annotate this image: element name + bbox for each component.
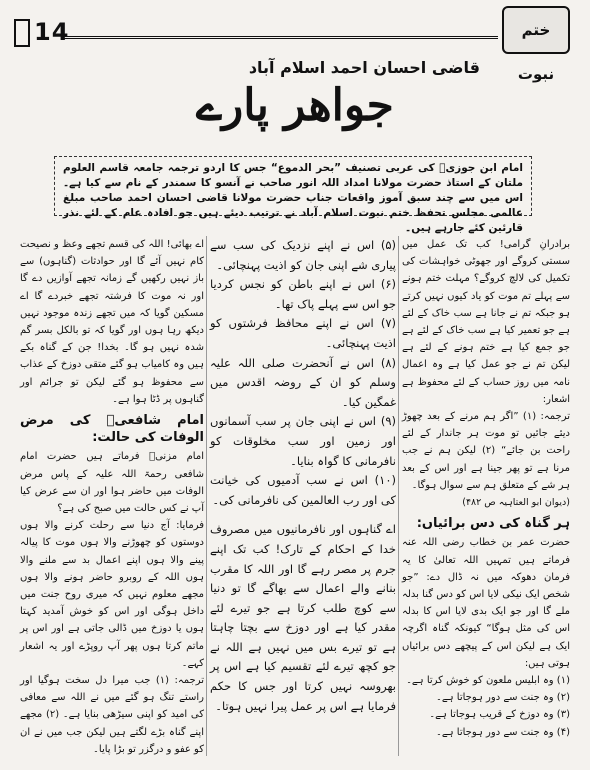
paragraph: اے گناہوں اور نافرمانیوں میں مصروف خدا کے احکام کے تارک! کب تک اپنے جرم پر مصر رہے گا اور اللہ کا مقرب بنانے والے اعمال سے بھاگے گا تو دنیا سے کوچ طلب کرتا ہے جو تیرے لئے مقدر کیا ہے اور دوزخ سے بچتا چاہتا ہے تو تیرے بس میں نہیں ہے اللہ نے جو کچھ تیرے لئے تقسیم کیا ہے اس پر بھروسہ نہیں کرتا اور جس کا حکم فرمایا ہے اس پر عمل پیرا نہیں ہوتا۔ bbox=[210, 522, 396, 713]
header-rule bbox=[62, 36, 498, 39]
column-middle bbox=[210, 236, 396, 716]
list-item: (۶) اس نے اپنے باطن کو نجس کردیا جو اس سے پہلے پاک تھا۔ bbox=[210, 277, 396, 311]
magazine-logo: ختم نبوت bbox=[502, 6, 570, 54]
page-number-text: 14 bbox=[34, 18, 70, 46]
paragraph: اے بھائی! اللہ کی قسم تجھے وعظ و نصیحت کام نہیں آئے گا اور حوادثات (گناہوں) سے باز نہیں رکھیں گے زمانہ تجھے آوازیں دے گا اور نہ موت کا فرشتہ تجھے خبردے گا اے مسکین گویا کہ میں تجھے زندہ موجود نہیں دیکھ رہا ہوں اور گویا کہ تو بالکل بسر گم شدہ نہیں ہو گا۔ بخدا! جن کے گناہ بکے ہیں وہ کامیاب ہو گئے متقی دوزخ کے عذاب سے محفوظ ہو گئے لیکن تو جرائم اور گناہوں پر ڈٹا ہوا ہے۔ bbox=[20, 239, 204, 405]
list-item: (۷) اس نے اپنے محافظ فرشتوں کو اذیت پہنچائی۔ bbox=[210, 316, 396, 350]
page-number bbox=[14, 18, 69, 47]
column-divider bbox=[398, 236, 399, 756]
list-item: (۹) اس نے اپنی جان پر سب آسمانوں اور زمین اور سب مخلوقات کو نافرمانی کا گواہ بنایا۔ bbox=[210, 414, 396, 468]
column-right bbox=[402, 236, 570, 741]
list-item: (۱۰) اس نے سب آدمیوں کی خیانت کی اور رب العالمین کی نافرمانی کی۔ bbox=[210, 473, 396, 507]
list-item: (۱) وہ ابلیس ملعون کو خوش کرتا ہے۔ bbox=[406, 675, 570, 687]
section-heading: ہر گناہ کی دس برائیاں: bbox=[416, 516, 570, 532]
intro-box: امام ابن جوزیؒ کی عربی تصنیف ”بحر الدموع“ جس کا اردو ترجمہ جامعہ قاسم العلوم ملتان کے استاذ حضرت مولانا امداد اللہ انور صاحب نے آنسو کا سمندر کے نام سے کیا ہے۔ اس میں سے چند سبق آموز واقعات جناب حضرت مولانا قاضی احسان احمد صاحب مبلغ عالمی مجلس تحفظ ختم نبوت اسلام آباد نے ترتیب دیئے ہیں جو افادہ عام کے لئے نذر قارئین کئے جارہے ہیں۔ bbox=[54, 156, 532, 216]
column-divider bbox=[206, 236, 207, 756]
source-citation: (دیوان ابو العتاہیہ ص ۴۸۲) bbox=[462, 497, 570, 509]
author-byline: قاضی احسان احمد اسلام آباد bbox=[248, 58, 480, 77]
page-number-marker bbox=[14, 19, 30, 47]
poem-translation: ترجمہ: (۱) جب میرا دل سخت ہوگیا اور راستے تنگ ہو گئے میں نے اللہ سے معافی کی امید کو اپنی سیڑھی بنایا ہے۔ (۲) مجھے اپنے گناہ بڑے لگتے ہیں لیکن جب میں نے ان کو عفو و درگزر تو بڑا پایا۔ bbox=[20, 675, 204, 755]
paragraph: برادرانِ گرامی! کب تک عمل میں سستی کروگے اور جھوٹی خواہشات کی تکمیل کی لالچ کروگے؟ مہلت ختم ہونے سے پہلے تم موت کو یاد کیوں نہیں کرتے ہو جبکہ تم نے جانا ہے سب خاک کے لئے ہے جو تعمیر کیا ہے سب خاک کے لئے ہے جو جمع کیا ہے ختم ہونے کے لئے ہے لیکن تم نے جو عمل کیا ہے وہ اعمال نامہ میں روز حساب کے لئے محفوظ ہے اشعار: bbox=[402, 239, 570, 405]
spacer bbox=[210, 510, 396, 520]
article-title: جواھر پارے bbox=[196, 80, 394, 131]
paragraph: حضرت عمر بن خطاب رضی اللہ عنہ فرماتے ہیں تمہیں اللہ تعالیٰ کا یہ فرمان دھوکہ میں نہ ڈال دے: ”جو شخص ایک نیکی لایا اس کو دس گنا بدلہ ملے گا اور جو ایک بدی لایا اس کا بدلہ اس کی مثل ہوگا“ کیونکہ گناہ اگرچہ ایک ہے لیکن اس کے پیچھے دس برائیاں ہوتی ہیں: bbox=[402, 537, 570, 669]
column-left bbox=[20, 236, 204, 758]
poem-translation: ترجمہ: (۱) ”اگر ہم مرنے کے بعد چھوڑ دیئے جائیں تو موت ہر جاندار کے لئے راحت بن جائے“ (۲) لیکن ہم نے جب مرنا ہے تو پھر جینا ہے اور اس کے بعد ہر شے کے متعلق ہم سے سوال ہوگا۔ bbox=[402, 411, 570, 491]
paragraph: فرمایا: آج دنیا سے رحلت کرنے والا ہوں دوستوں کو چھوڑنے والا ہوں موت کا پیالہ پینے والا ہوں اپنے اعمال بد سے ملنے والا ہوں اللہ کے روبرو حاضر ہونے والا ہوں مجھے معلوم نہیں کہ میری روح جنت میں داخل ہوگی اور اس کو خوش آمدید کہتا ہوں یا دوزخ میں ڈالی جاتی ہے اور اس پر ماتم کرتا ہوں پھر آپ روپڑے اور یہ اشعار کہے۔ bbox=[20, 520, 204, 669]
paragraph: امام مزنیؒ فرماتے ہیں حضرت امام شافعی رحمۃ اللہ علیہ کے پاس مرض الوفات میں حاضر ہوا اور ان سے عرض کیا آپ نے کس حالت میں صبح کی ہے؟ bbox=[20, 451, 204, 515]
list-item: (۲) وہ جنت سے دور ہوجاتا ہے۔ bbox=[436, 692, 570, 704]
section-heading: امام شافعیؒ کی مرض الوفات کی حالت: bbox=[20, 413, 204, 446]
list-item: (۸) اس نے آنحضرت صلی اللہ علیہ وسلم کو ان کے روضہ اقدس میں غمگین کیا۔ bbox=[210, 355, 396, 409]
list-item: (۴) وہ جنت سے دور ہوجاتا ہے۔ bbox=[436, 726, 570, 738]
list-item: (۵) اس نے اپنے نزدیک کی سب سے پیاری شے اپنی جان کو اذیت پہنچائی۔ bbox=[210, 238, 396, 272]
list-item: (۳) وہ دوزخ کے قریب ہوجاتا ہے۔ bbox=[429, 709, 570, 721]
